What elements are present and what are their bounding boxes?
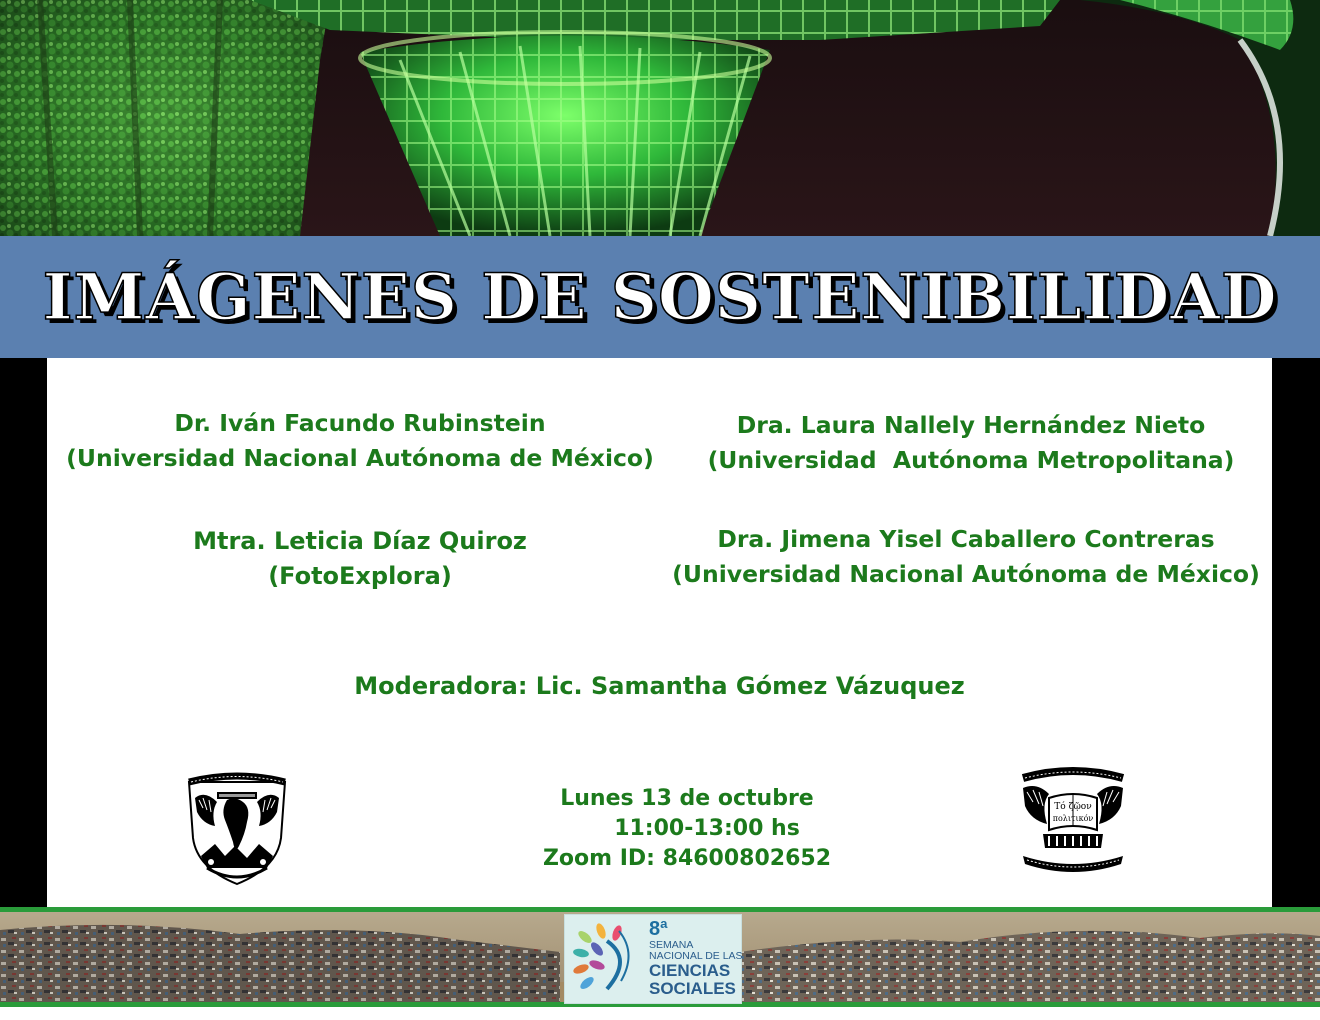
speaker-name: Mtra. Leticia Díaz Quiroz xyxy=(193,527,527,555)
event-date: Lunes 13 de octubre xyxy=(560,786,814,811)
speaker-name: Dra. Laura Nallely Hernández Nieto xyxy=(736,411,1206,439)
speaker-block xyxy=(673,408,1269,478)
speaker-affiliation: (FotoExplora) xyxy=(268,562,452,590)
speaker-block xyxy=(47,524,673,594)
flower-logo-icon xyxy=(571,923,637,995)
event-zoom-id: Zoom ID: 84600802652 xyxy=(542,846,832,871)
semana-ciencias-sociales-badge xyxy=(564,914,742,1004)
semana-text-line: CIENCIAS xyxy=(649,961,731,980)
unam-seal-logo xyxy=(181,768,293,888)
moderator-line: Moderadora: Lic. Samantha Gómez Vázuquez xyxy=(354,672,965,700)
event-details xyxy=(407,784,967,874)
speaker-block xyxy=(47,406,673,476)
speaker-affiliation: (Universidad Nacional Autónoma de México) xyxy=(66,444,654,472)
left-side-bar xyxy=(0,358,47,908)
right-side-bar xyxy=(1272,358,1320,908)
semana-text-line: SEMANA xyxy=(649,939,694,951)
speaker-block xyxy=(667,522,1265,592)
seal-greek-1: Τό ζῷον xyxy=(1054,802,1092,812)
speaker-name: Dr. Iván Facundo Rubinstein xyxy=(174,409,546,437)
top-photo-supertrees xyxy=(0,0,1320,236)
title-bar xyxy=(0,236,1320,358)
event-time: 11:00-13:00 hs xyxy=(614,816,800,841)
content-panel xyxy=(47,358,1272,908)
semana-text-line: SOCIALES xyxy=(649,979,736,998)
bottom-margin xyxy=(0,1007,1320,1020)
speaker-name: Dra. Jimena Yisel Caballero Contreras xyxy=(717,525,1215,553)
event-title: IMÁGENES DE SOSTENIBILIDAD xyxy=(42,260,1278,335)
speaker-affiliation: (Universidad Nacional Autónoma de México) xyxy=(672,560,1260,588)
semana-text-line: NACIONAL DE LAS xyxy=(649,950,743,962)
seal-greek-2: πολιτικόν xyxy=(1052,814,1094,823)
semana-edition-number: 8ª xyxy=(649,918,668,940)
speaker-affiliation: (Universidad Autónoma Metropolitana) xyxy=(707,446,1235,474)
fcpys-seal-logo xyxy=(1017,764,1129,878)
